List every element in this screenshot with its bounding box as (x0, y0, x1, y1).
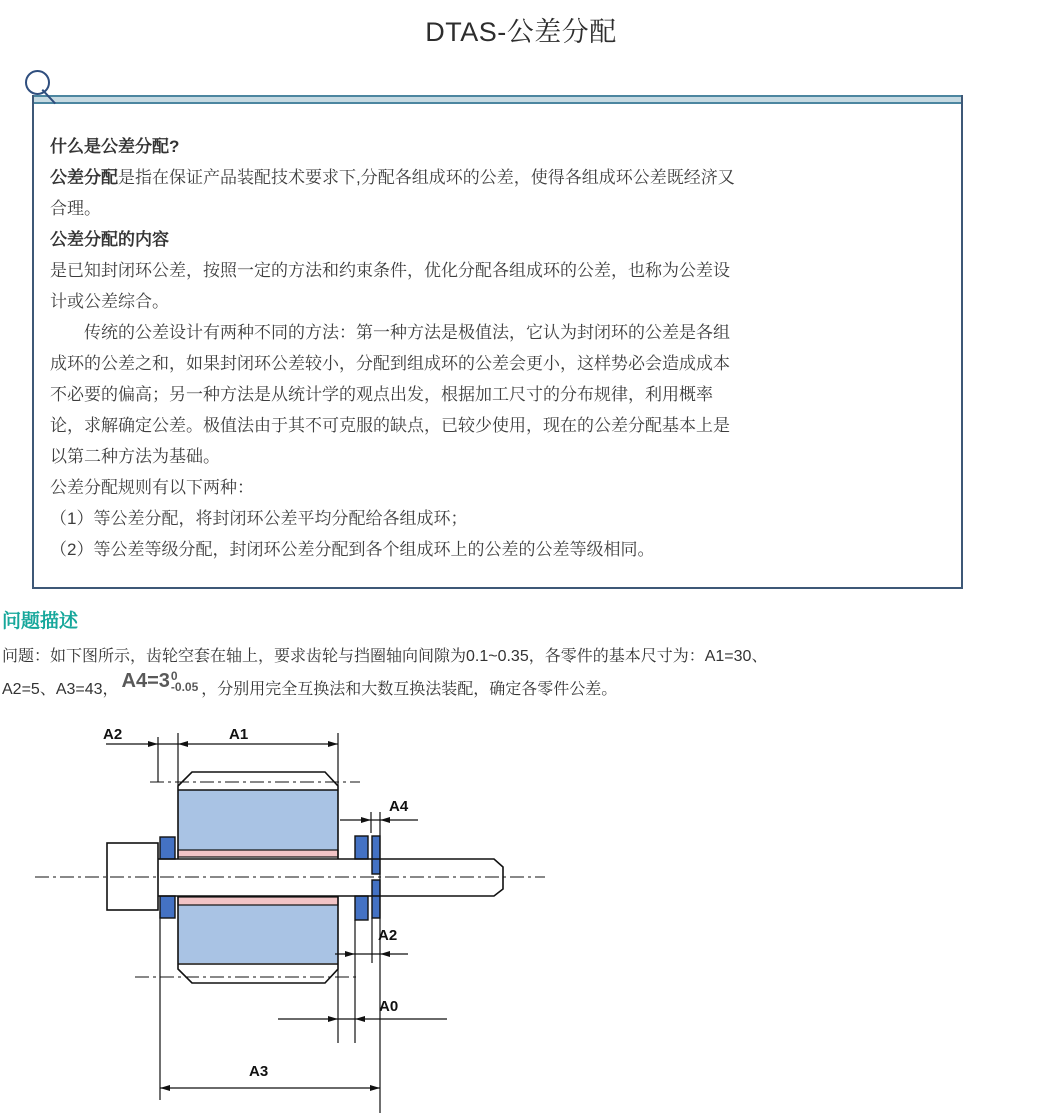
arrow-a2-top (148, 741, 158, 747)
info-line: 什么是公差分配? (50, 137, 180, 156)
info-text (50, 131, 935, 565)
info-line: 传统的公差设计有两种不同的方法：第一种方法是极值法，它认为封闭环的公差是各组 (50, 323, 730, 342)
assembly-diagram (35, 712, 555, 1117)
arrow-a0-left (328, 1016, 338, 1022)
dim-line-a4 (340, 812, 418, 833)
info-line: 论，求解确定公差。极值法由于其不可克服的缺点，已较少使用，现在的公差分配基本上是 (50, 416, 730, 435)
magnifier-icon (25, 70, 50, 95)
dim-label-a0: A0 (379, 998, 399, 1015)
formula-superscript: 0 (170, 668, 178, 683)
dim-label-a2-right: A2 (378, 927, 398, 944)
arrow-a3-right (370, 1085, 380, 1091)
info-line: 计或公差综合。 (50, 292, 169, 311)
arrow-a4-right (380, 817, 390, 823)
dim-label-a2-top: A2 (103, 726, 123, 743)
bushing-lower (178, 897, 338, 905)
arrow-a3-left (160, 1085, 170, 1091)
bushing-upper (178, 850, 338, 857)
problem-text-line2 (2, 668, 618, 699)
problem-line2-suffix: ，分别用完全互换法和大数互换法装配，确定各零件公差。 (201, 681, 618, 698)
dim-label-a3: A3 (249, 1063, 269, 1080)
info-box (32, 95, 963, 589)
info-box-top-border (34, 95, 961, 104)
info-line: 以第二种方法为基础。 (50, 447, 220, 466)
info-line: （1）等公差分配，将封闭环公差平均分配给各组成环； (50, 509, 468, 528)
washer-right-lower (355, 896, 368, 920)
info-line: （2）等公差等级分配，封闭环公差分配到各个组成环上的公差的公差等级相同。 (50, 540, 655, 559)
retaining-ring-lower (372, 880, 380, 918)
formula-base: A4=3 (121, 670, 170, 692)
arrow-a1-right (328, 741, 338, 747)
arrow-a2r-right (380, 951, 390, 957)
tolerance-formula (122, 670, 199, 693)
retaining-ring-upper (372, 836, 380, 874)
info-line: 合理。 (50, 199, 101, 218)
arrow-a2r-left (345, 951, 355, 957)
gear-lower-body (178, 905, 338, 963)
info-line: 公差分配规则有以下两种： (50, 478, 254, 497)
page-title: DTAS-公差分配 (425, 17, 617, 47)
problem-text-line1: 问题：如下图所示，齿轮空套在轴上，要求齿轮与挡圈轴向间隙为0.1~0.35，各零件的基本尺寸为：A1=30、 (2, 648, 768, 665)
info-line: 是已知封闭环公差，按照一定的方法和约束条件，优化分配各组成环的公差，也称为公差设 (50, 261, 730, 280)
washer-left-upper (160, 837, 175, 859)
dim-label-a1: A1 (229, 726, 249, 743)
ext-lines-a0 (338, 918, 372, 1043)
gear-upper-body (178, 791, 338, 851)
arrow-a0-right (355, 1016, 365, 1022)
section-heading-problem: 问题描述 (2, 611, 79, 632)
washer-left-lower (160, 896, 175, 918)
arrow-a1-left (178, 741, 188, 747)
arrow-a4-left (361, 817, 371, 823)
washer-right-upper (355, 836, 368, 859)
info-line: 公差分配是指在保证产品装配技术要求下,分配各组成环的公差，使得各组成环公差既经济又 (50, 168, 735, 187)
info-line: 不必要的偏高；另一种方法是从统计学的观点出发，根据加工尺寸的分布规律，利用概率 (50, 385, 713, 404)
problem-line2-prefix: A2=5、A3=43， (2, 681, 119, 698)
info-line: 公差分配的内容 (50, 230, 169, 249)
formula-subscript: -0.05 (170, 679, 199, 694)
dim-label-a4: A4 (389, 798, 409, 815)
info-line: 成环的公差之和，如果封闭环公差较小，分配到组成环的公差会更小，这样势必会造成成本 (50, 354, 730, 373)
